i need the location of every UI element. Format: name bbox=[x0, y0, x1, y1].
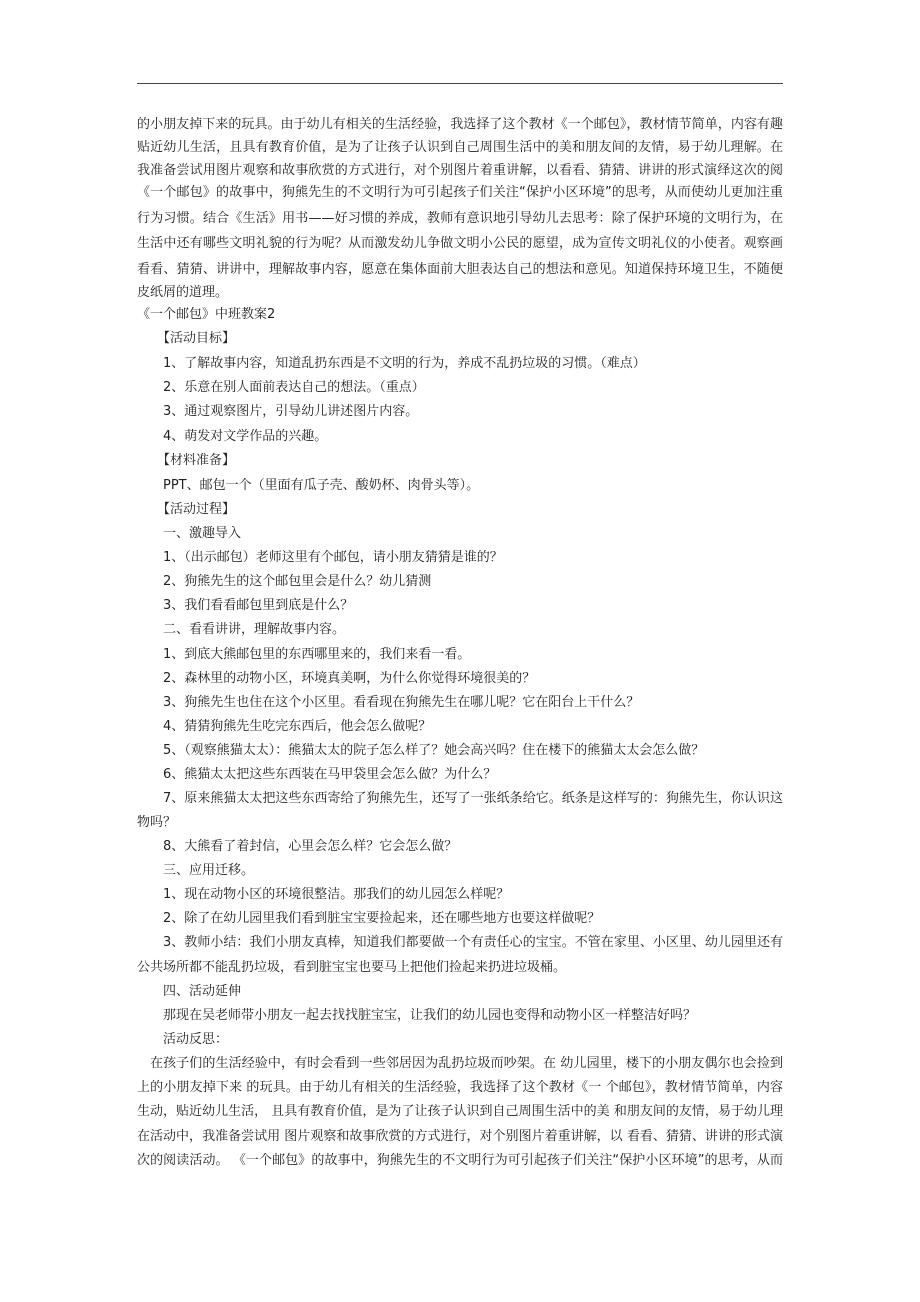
section-title: 《一个邮包》中班教案2 bbox=[137, 307, 276, 322]
text-line: 贴近幼儿生活，且具有教育价值，是为了让孩子认识到自己周围生活中的美和朋友间的友情，易于幼儿理解。在 bbox=[137, 140, 783, 155]
text-line: 生动，贴近幼儿生活， 且具有教育价值，是为了让孩子认识到自己周围生活中的美 和朋友间的友情，易于幼儿理 bbox=[137, 1104, 783, 1119]
text-line: 公共场所都不能乱扔垃圾，看到脏宝宝也要马上把他们捡起来扔进垃圾桶。 bbox=[137, 960, 567, 975]
text-line: 行为习惯。结合《生活》用书——好习惯的养成，教师有意识地引导幼儿去思考：除了保护环境的文明行为，在 bbox=[137, 211, 783, 226]
text-line: 《一个邮包》的故事中，狗熊先生的不文明行为可引起孩子们关注“保护小区环境”的思考，从而使幼儿更加注重 bbox=[137, 185, 783, 200]
text-line: 在活动中，我准备尝试用 图片观察和故事欣赏的方式进行，对个别图片着重讲解，以 看看、猜猜、讲讲的形式演 bbox=[137, 1129, 783, 1144]
header-rule bbox=[137, 83, 783, 84]
list-item: 6、熊猫太太把这些东西装在马甲袋里会怎么做？为什么？ bbox=[163, 767, 497, 782]
text-line: 在孩子们的生活经验中，有时会看到一些邻居因为乱扔垃圾而吵架。在 幼儿园里，楼下的小朋友偶尔也会捡到 bbox=[150, 1056, 783, 1071]
list-item: 1、到底大熊邮包里的东西哪里来的，我们来看一看。 bbox=[163, 647, 471, 662]
text-line: 我准备尝试用图片观察和故事欣赏的方式进行，对个别图片着重讲解，以看看、猜猜、讲讲的形式演绎这次的阅 bbox=[137, 163, 783, 178]
subsection-heading: 一、激趣导入 bbox=[163, 526, 242, 541]
section-heading: 【材料准备】 bbox=[157, 453, 236, 468]
section-heading: 【活动目标】 bbox=[157, 331, 236, 346]
text-line: 上的小朋友掉下来 的玩具。由于幼儿有相关的生活经验，我选择了这个教材《一 个邮包》，教材情节简单，内容 bbox=[137, 1080, 783, 1095]
list-item: 3、我们看看邮包里到底是什么？ bbox=[163, 598, 354, 613]
list-item: 1、（出示邮包）老师这里有个邮包，请小朋友猜猜是谁的？ bbox=[163, 550, 503, 565]
list-item: 2、森林里的动物小区，环境真美啊，为什么你觉得环境很美的？ bbox=[163, 671, 536, 686]
text-line: 次的阅读活动。 《一个邮包》的故事中，狗熊先生的不文明行为可引起孩子们关注“保护小区环境”的思考，从而 bbox=[137, 1153, 783, 1168]
list-item: 8、大熊看了着封信，心里会怎么样？它会怎么做？ bbox=[163, 839, 458, 854]
list-item: 4、猜猜狗熊先生吃完东西后，他会怎么做呢？ bbox=[163, 719, 432, 734]
subsection-heading: 二、看看讲讲，理解故事内容。 bbox=[163, 622, 346, 637]
list-item: 1、了解故事内容，知道乱扔东西是不文明的行为，养成不乱扔垃圾的习惯。（难点） bbox=[163, 356, 646, 371]
list-item: 2、狗熊先生的这个邮包里会是什么？幼儿猜测 bbox=[163, 574, 432, 589]
list-item: 3、教师小结：我们小朋友真棒，知道我们都要做一个有责任心的宝宝。不管在家里、小区里、幼儿园里还有 bbox=[163, 935, 783, 950]
list-item: 3、通过观察图片，引导幼儿讲述图片内容。 bbox=[163, 404, 419, 419]
text-line: 那现在吴老师带小朋友一起去找找脏宝宝，让我们的幼儿园也变得和动物小区一样整洁好吗？ bbox=[163, 1008, 697, 1023]
subsection-heading: 四、活动延伸 bbox=[163, 984, 242, 999]
text-line: 生活中还有哪些文明礼貌的行为呢？从而激发幼儿争做文明小公民的愿望，成为宣传文明礼仪的小使者。观察画 bbox=[137, 236, 783, 251]
list-item: 5、（观察熊猫太太）：熊猫太太的院子怎么样了？她会高兴吗？住在楼下的熊猫太太会怎么做？ bbox=[163, 743, 705, 758]
text-line: 物吗？ bbox=[137, 815, 177, 830]
text-line: 看看、猜猜、讲讲中，理解故事内容，愿意在集体面前大胆表达自己的想法和意见。知道保持环境卫生，不随便 bbox=[137, 262, 783, 277]
text-line: 的小朋友掉下来的玩具。由于幼儿有相关的生活经验，我选择了这个教材《一个邮包》，教材情节简单，内容有趣 bbox=[137, 117, 783, 132]
text-line: PPT、邮包一个（里面有瓜子壳、酸奶杯、肉骨头等）。 bbox=[163, 478, 480, 493]
text-line: 皮纸屑的道理。 bbox=[137, 285, 229, 300]
list-item: 1、现在动物小区的环境很整洁。那我们的幼儿园怎么样呢？ bbox=[163, 887, 510, 902]
subsection-heading: 三、应用迁移。 bbox=[163, 863, 255, 878]
list-item: 2、乐意在别人面前表达自己的想法。（重点） bbox=[163, 380, 425, 395]
section-heading: 【活动过程】 bbox=[157, 502, 236, 517]
list-item: 4、萌发对文学作品的兴趣。 bbox=[163, 429, 328, 444]
list-item: 3、狗熊先生也住在这个小区里。看看现在狗熊先生在哪儿呢？它在阳台上干什么？ bbox=[163, 695, 640, 710]
list-item: 7、原来熊猫太太把这些东西寄给了狗熊先生，还写了一张纸条给它。纸条是这样写的：狗熊先生，你认识这 bbox=[163, 791, 783, 806]
list-item: 2、除了在幼儿园里我们看到脏宝宝要捡起来，还在哪些地方也要这样做呢？ bbox=[163, 911, 601, 926]
subsection-heading: 活动反思： bbox=[163, 1032, 229, 1047]
